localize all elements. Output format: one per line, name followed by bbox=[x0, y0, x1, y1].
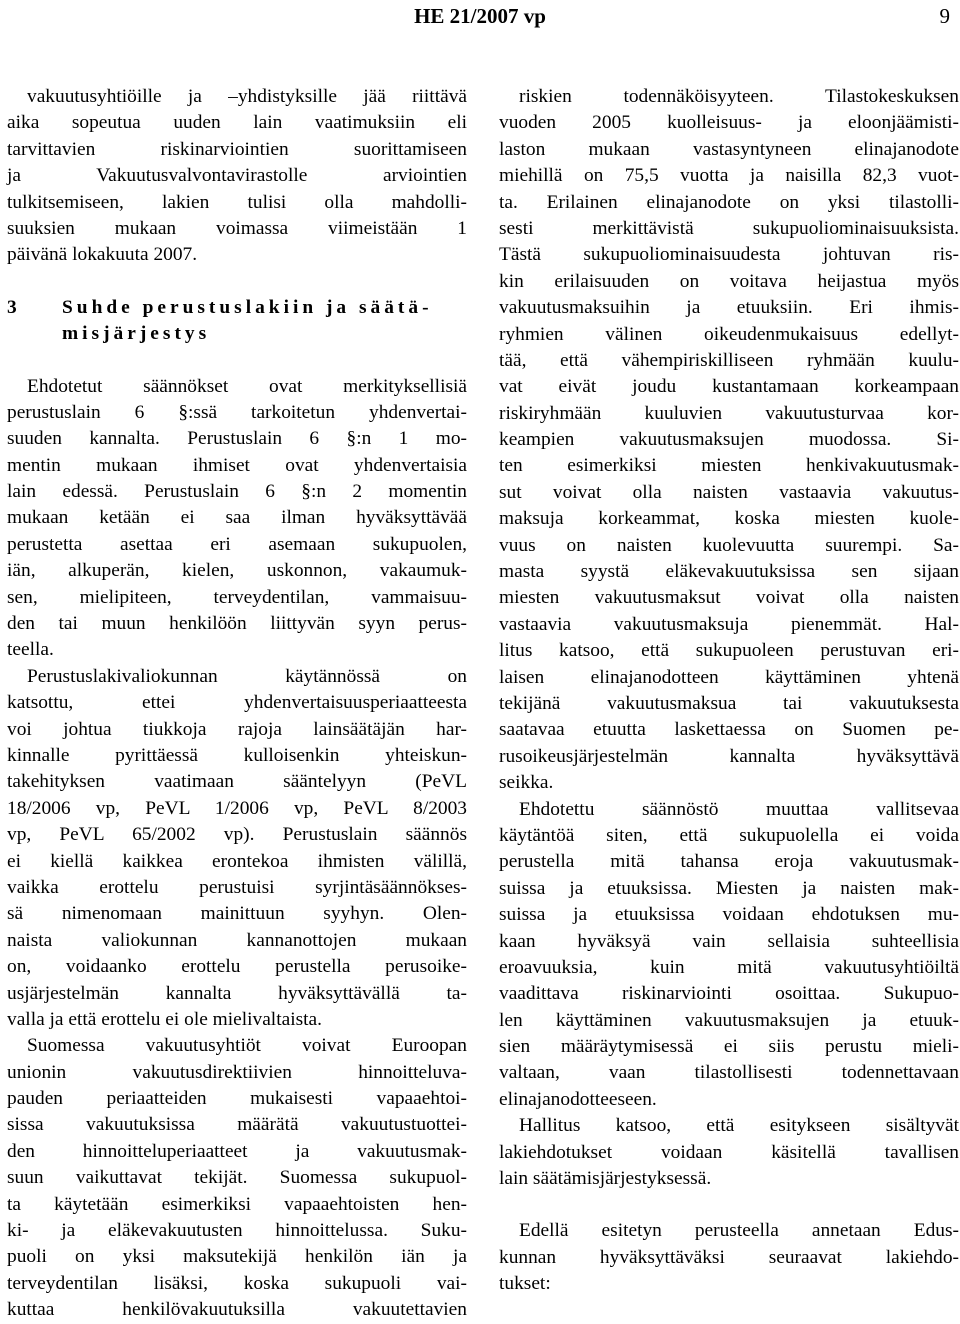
text-line: 18/2006 vp, PeVL 1/2006 vp, PeVL 8/2003 bbox=[7, 797, 467, 819]
text-line: ja Vakuutusvalvontavirastolle arviointien bbox=[7, 165, 467, 187]
text-line: Hallitus katsoo, että esitykseen sisältyvät bbox=[519, 1115, 959, 1137]
paragraph bbox=[499, 1218, 959, 1297]
text-line: vuus on naisten kuolevuutta suurempi. Sa- bbox=[499, 534, 959, 556]
text-line: elinajanodotteeseen. bbox=[499, 1088, 657, 1110]
page-number: 9 bbox=[939, 4, 950, 28]
text-line: vaikka erottelu perustuisi syrjintäsäännökses- bbox=[7, 876, 467, 898]
page-header bbox=[0, 4, 960, 34]
text-line: saatavaa etuutta laskettaessa on Suomen pe- bbox=[499, 719, 959, 741]
text-line: valla ja että erottelu ei ole mielivaltaista. bbox=[7, 1008, 322, 1030]
text-line: sen, mielipiteen, terveydentilan, vammaisuu- bbox=[7, 586, 467, 608]
text-line: Edellä esitetyn perusteella annetaan Edus- bbox=[519, 1220, 959, 1242]
text-line: kunnan hyväksyttäväksi seuraavat lakiehdo- bbox=[499, 1246, 959, 1268]
section-title-continued: misjärjestys bbox=[62, 323, 211, 345]
paragraph bbox=[499, 84, 959, 797]
left-column bbox=[7, 84, 467, 1324]
text-line: tukset: bbox=[499, 1273, 551, 1295]
text-line: tulkitsemiseen, lakien tulisi olla mahdolli- bbox=[7, 191, 467, 213]
text-line: masta syystä eläkevakuutuksissa sen sijaan bbox=[499, 561, 959, 583]
section-title: Suhde perustuslakiin ja säätä- bbox=[62, 296, 433, 318]
text-line: riskiryhmään kuuluvien vakuutusturvaa kor- bbox=[499, 402, 959, 424]
text-line: ryhmien välinen oikeudenmukaisuus edellyt- bbox=[499, 323, 959, 345]
text-line: mentin mukaan ihmiset ovat yhdenvertaisia bbox=[7, 454, 467, 476]
section-number: 3 bbox=[7, 296, 17, 318]
text-line: suun vaikuttavat tekijät. Suomessa sukupuol- bbox=[7, 1167, 467, 1189]
text-line: usjärjestelmän kannalta hyväksyttävällä ta- bbox=[7, 982, 467, 1004]
text-line: suuksien mukaan voimassa viimeistään 1 bbox=[7, 217, 467, 239]
text-line: miehillä on 75,5 vuotta ja naisilla 82,3 vuot- bbox=[499, 165, 959, 187]
right-column bbox=[499, 84, 959, 1298]
text-line: kin erilaisuuden on voitava heijastua myös bbox=[499, 270, 959, 292]
text-line: perustetta asettaa eri asemaan sukupuolen, bbox=[7, 533, 467, 555]
document-title: HE 21/2007 vp bbox=[414, 4, 546, 28]
paragraph bbox=[7, 84, 467, 269]
text-line: kuttaa henkilövakuutuksilla vakuutettavien bbox=[7, 1299, 467, 1321]
text-line: kaan hyväksyä vain sellaisia suhteellisia bbox=[499, 930, 959, 952]
text-line: suissa ja etuuksissa. Miesten ja naisten mak- bbox=[499, 877, 959, 899]
text-line: sut voivat olla naisten vastaavia vakuutus- bbox=[499, 481, 959, 503]
text-line: laston mukaan vastasyntyneen elinajanodote bbox=[499, 138, 959, 160]
text-line: vastaavia vakuutusmaksuja pienemmät. Hal- bbox=[499, 613, 959, 635]
text-line: ten esimerkiksi miesten henkivakuutusmak- bbox=[499, 455, 959, 477]
text-line: lain säätämisjärjestyksessä. bbox=[499, 1168, 712, 1190]
text-line: Tästä sukupuoliominaisuudesta johtuvan ris- bbox=[499, 244, 959, 266]
text-line: naista valiokunnan kannanottojen mukaan bbox=[7, 929, 467, 951]
text-line: Ehdotetut säännökset ovat merkityksellisiä bbox=[27, 375, 467, 397]
paragraph bbox=[7, 664, 467, 1033]
paragraph bbox=[499, 797, 959, 1114]
text-line: ta. Erilainen elinajanodote on yksi tilastolli- bbox=[499, 191, 959, 213]
text-line: den tai muun henkilöön liittyvän syyn perus- bbox=[7, 613, 467, 635]
text-line: iän, alkuperän, kielen, uskonnon, vakaumuk- bbox=[7, 560, 467, 582]
text-line: suissa ja etuuksissa voidaan ehdotuksen mu- bbox=[499, 904, 959, 926]
text-line: maksuja korkeammat, koska miesten kuole- bbox=[499, 508, 959, 530]
text-line: ta käytetään esimerkiksi vapaaehtoisten hen- bbox=[7, 1193, 467, 1215]
text-line: seikka. bbox=[499, 772, 554, 794]
text-line: vuoden 2005 kuolleisuus- ja eloonjäämisti- bbox=[499, 112, 959, 134]
text-line: puoli on yksi maksutekijä henkilön iän ja bbox=[7, 1246, 467, 1268]
text-line: pauden periaatteiden mukaisesti vapaaehtoi- bbox=[7, 1088, 467, 1110]
text-line: rusoikeusjärjestelmän kannalta hyväksyttävä bbox=[499, 745, 959, 767]
text-line: valtaan, vaan tilastollisesti todennettavaan bbox=[499, 1062, 959, 1084]
text-line: litus katsoo, että sukupuoleen perustuvan eri- bbox=[499, 640, 959, 662]
text-line: teella. bbox=[7, 639, 54, 661]
text-line: lakiehdotukset voidaan käsitellä tavallisen bbox=[499, 1141, 959, 1163]
paragraph bbox=[7, 1033, 467, 1323]
text-line: keampien vakuutusmaksujen muodossa. Si- bbox=[499, 429, 959, 451]
text-line: aika sopeutua uuden lain vaatimuksiin eli bbox=[7, 112, 467, 134]
text-line: takehityksen vaatimaan sääntelyyn (PeVL bbox=[7, 771, 467, 793]
text-line: tarvittavien riskinarviointien suorittamiseen bbox=[7, 138, 467, 160]
text-line: unionin vakuutusdirektiivien hinnoitteluva- bbox=[7, 1061, 467, 1083]
section-heading bbox=[7, 295, 467, 321]
text-line: riskien todennäköisyyteen. Tilastokeskuksen bbox=[519, 86, 959, 107]
text-line: terveydentilan lisäksi, koska sukupuoli vai- bbox=[7, 1272, 467, 1294]
text-line: tää, että vähempiriskilliseen ryhmään kuulu- bbox=[499, 349, 959, 371]
text-line: kinnalle pyrittäessä kulloisenkin yhteiskun- bbox=[7, 744, 467, 766]
text-line: len käyttäminen vakuutusmaksujen ja etuuk- bbox=[499, 1009, 959, 1031]
text-line: tekijänä vakuutusmaksua tai vakuutuksesta bbox=[499, 692, 959, 714]
text-line: mukaan ketään ei saa ilman hyväksyttävää bbox=[7, 507, 467, 529]
text-line: eroavuuksia, kuin mitä vakuutusyhtiöiltä bbox=[499, 956, 959, 978]
text-line: ki- ja eläkevakuutusten hinnoittelussa. Suku- bbox=[7, 1220, 467, 1242]
text-line: vp, PeVL 65/2002 vp). Perustuslain säännös bbox=[7, 824, 467, 846]
text-line: vaadittava riskinarviointi osoittaa. Sukupuo- bbox=[499, 983, 959, 1005]
text-line: sesti merkittävistä sukupuoliominaisuuksista. bbox=[499, 217, 959, 239]
text-line: vakuutusyhtiöille ja –yhdistyksille jää riittävä bbox=[27, 86, 467, 107]
text-line: sien määräytymisessä ei siis perustu mieli- bbox=[499, 1036, 959, 1058]
text-line: voi johtua tiukkoja rajoja lainsäätäjän har- bbox=[7, 718, 467, 740]
text-line: sä nimenomaan mainittuun syyhyn. Olen- bbox=[7, 903, 467, 925]
text-line: laisen elinajanodotteen käyttäminen yhtenä bbox=[499, 666, 959, 688]
text-line: päivänä lokakuuta 2007. bbox=[7, 244, 198, 266]
text-line: käytäntöä siten, että sukupuolella ei voida bbox=[499, 824, 959, 846]
text-line: vat eivät joudu kustantamaan korkeampaan bbox=[499, 376, 959, 398]
text-line: suuden kannalta. Perustuslain 6 §:n 1 mo- bbox=[7, 428, 467, 450]
text-line: lain edessä. Perustuslain 6 §:n 2 momentin bbox=[7, 481, 467, 503]
text-line: Suomessa vakuutusyhtiöt voivat Euroopan bbox=[27, 1035, 467, 1057]
text-line: perustuslain 6 §:ssä tarkoitetun yhdenvertai- bbox=[7, 401, 467, 423]
text-line: Perustuslakivaliokunnan käytännössä on bbox=[27, 665, 467, 687]
paragraph bbox=[499, 1113, 959, 1192]
text-line: miesten vakuutusmaksut voivat olla naisten bbox=[499, 587, 959, 609]
text-line: vakuutusmaksuihin ja etuuksiin. Eri ihmis- bbox=[499, 297, 959, 319]
paragraph bbox=[7, 374, 467, 664]
text-line: ei kiellä kaikkea erontekoa ihmisten välillä, bbox=[7, 850, 467, 872]
text-line: perustella mitä tahansa eroja vakuutusmak- bbox=[499, 851, 959, 873]
text-line: katsottu, ettei yhdenvertaisuusperiaatteesta bbox=[7, 692, 467, 714]
text-line: on, voidaanko erottelu perustella perusoike- bbox=[7, 956, 467, 978]
text-line: den hinnoitteluperiaatteet ja vakuutusmak- bbox=[7, 1140, 467, 1162]
text-line: sissa vakuutuksissa määrätä vakuutustuottei- bbox=[7, 1114, 467, 1136]
text-line: Ehdotettu säännöstö muuttaa vallitsevaa bbox=[519, 798, 959, 820]
